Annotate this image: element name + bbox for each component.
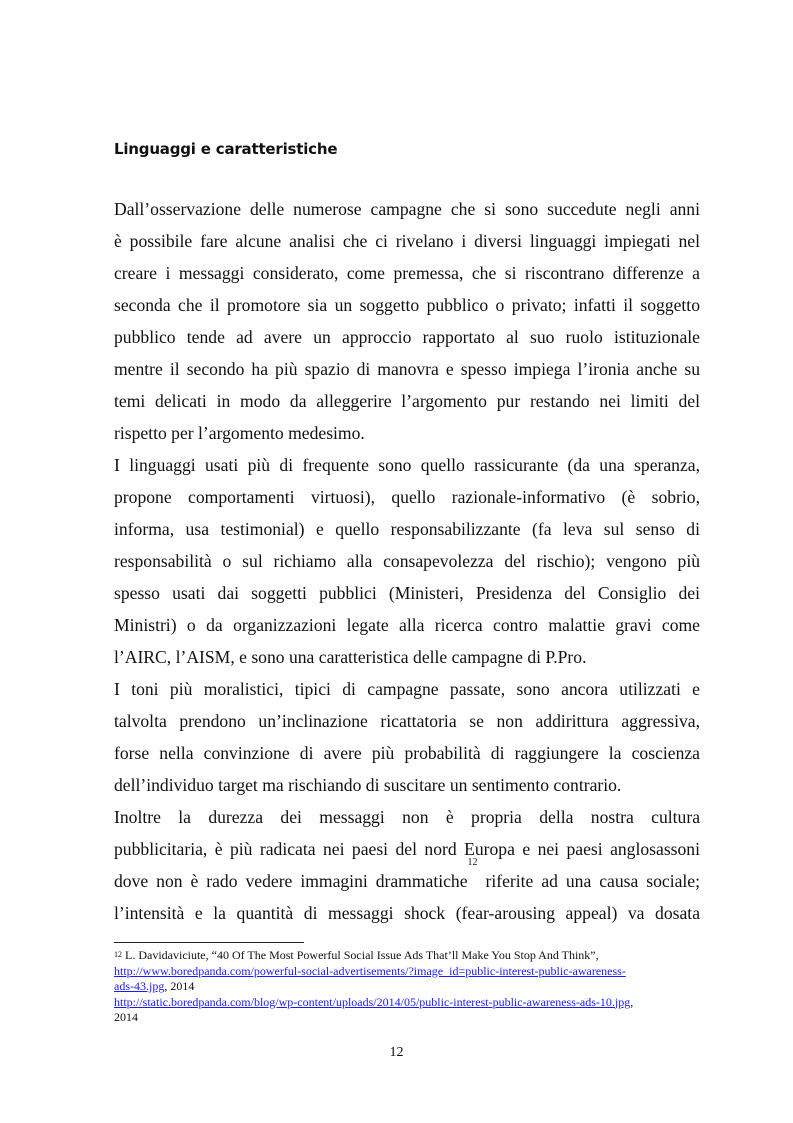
footnote-year: 2014 xyxy=(114,1010,138,1024)
text-line: I toni più moralistici, tipici di campagne passate, sono ancora utilizzati e xyxy=(114,679,700,699)
text-line: Inoltre la durezza dei messaggi non è propria della nostra cultura xyxy=(114,807,700,827)
page-number: 12 xyxy=(389,1045,404,1060)
text-line: informa, usa testimonial) e quello responsabilizzante (fa leva sul senso di xyxy=(114,519,700,539)
text-line: mentre il secondo ha più spazio di manovra e spesso impiega l’ironia anche su xyxy=(114,359,700,379)
footnote-line xyxy=(114,995,700,1011)
text-line: creare i messaggi considerato, come premessa, che si riscontrano differenze a xyxy=(114,263,700,283)
text-line: spesso usati dai soggetti pubblici (Ministeri, Presidenza del Consiglio dei xyxy=(114,583,700,603)
footnote-separator-comma: , xyxy=(630,994,634,1009)
text-line: talvolta prendono un’inclinazione ricattatoria se non addirittura aggressiva, xyxy=(114,711,700,731)
footnote-line xyxy=(114,964,700,980)
body-text xyxy=(114,193,700,929)
text-line: l’intensità e la quantità di messaggi shock (fear-arousing appeal) va dosata xyxy=(114,903,700,923)
footnote-citation: L. Davidaviciute, “40 Of The Most Powerful Social Issue Ads That’ll Make You Stop And Think”, xyxy=(122,948,599,962)
section-heading: Linguaggi e caratteristiche xyxy=(114,140,338,158)
paragraph-2 xyxy=(114,449,700,673)
text-line: seconda che il promotore sia un soggetto pubblico o privato; infatti il soggetto xyxy=(114,295,700,315)
paragraph-4 xyxy=(114,801,700,929)
text-line: rispetto per l’argomento medesimo. xyxy=(114,423,365,443)
footnote-year: , 2014 xyxy=(164,979,195,993)
text-line: forse nella convinzione di avere più probabilità di raggiungere la coscienza xyxy=(114,743,700,763)
footnote-reference[interactable]: 12 xyxy=(467,857,478,868)
text-line: Dall’osservazione delle numerose campagne che si sono succedute negli anni xyxy=(114,199,700,219)
paragraph-1 xyxy=(114,193,700,449)
footnote-link-1-continued[interactable]: ads-43.jpg xyxy=(114,979,165,993)
footnote-number: 12 xyxy=(114,950,122,959)
footnote-line xyxy=(114,979,700,995)
text-line: pubblicitaria, è più radicata nei paesi del nord Europa e nei paesi anglosassoni xyxy=(114,839,700,859)
text-line: responsabilità o sul richiamo alla consapevolezza del rischio); vengono più xyxy=(114,551,700,571)
text-line: dell’individuo target ma rischiando di suscitare un sentimento contrario. xyxy=(114,775,622,795)
text-line: l’AIRC, l’AISM, e sono una caratteristica delle campagne di P.Pro. xyxy=(114,647,587,667)
text-line: è possibile fare alcune analisi che ci rivelano i diversi linguaggi impiegati nel xyxy=(114,231,700,251)
footnote-block xyxy=(114,948,700,1026)
footnote-link-1[interactable]: http://www.boredpanda.com/powerful-social-advertisements/?image_id=public-interest-public-awareness- xyxy=(114,963,626,978)
footnote-12 xyxy=(114,948,700,964)
paragraph-3 xyxy=(114,673,700,801)
footnote-separator xyxy=(114,942,304,943)
text-line: propone comportamenti virtuosi), quello razionale-informativo (è sobrio, xyxy=(114,487,700,507)
text-segment: dove non è rado vedere immagini drammatiche xyxy=(114,871,468,891)
footnote-line xyxy=(114,1010,700,1026)
text-segment: riferite ad una causa sociale; xyxy=(477,871,700,891)
text-line: Ministri) o da organizzazioni legate alla ricerca contro malattie gravi come xyxy=(114,615,700,635)
text-line: I linguaggi usati più di frequente sono quello rassicurante (da una speranza, xyxy=(114,455,700,475)
footnote-link-2[interactable]: http://static.boredpanda.com/blog/wp-content/uploads/2014/05/public-interest-public-awareness-ads-10.jpg xyxy=(114,994,631,1009)
text-line: pubblico tende ad avere un approccio rapportato al suo ruolo istituzionale xyxy=(114,327,700,347)
text-line: temi delicati in modo da alleggerire l’argomento pur restando nei limiti del xyxy=(114,391,700,411)
text-line xyxy=(114,857,700,897)
